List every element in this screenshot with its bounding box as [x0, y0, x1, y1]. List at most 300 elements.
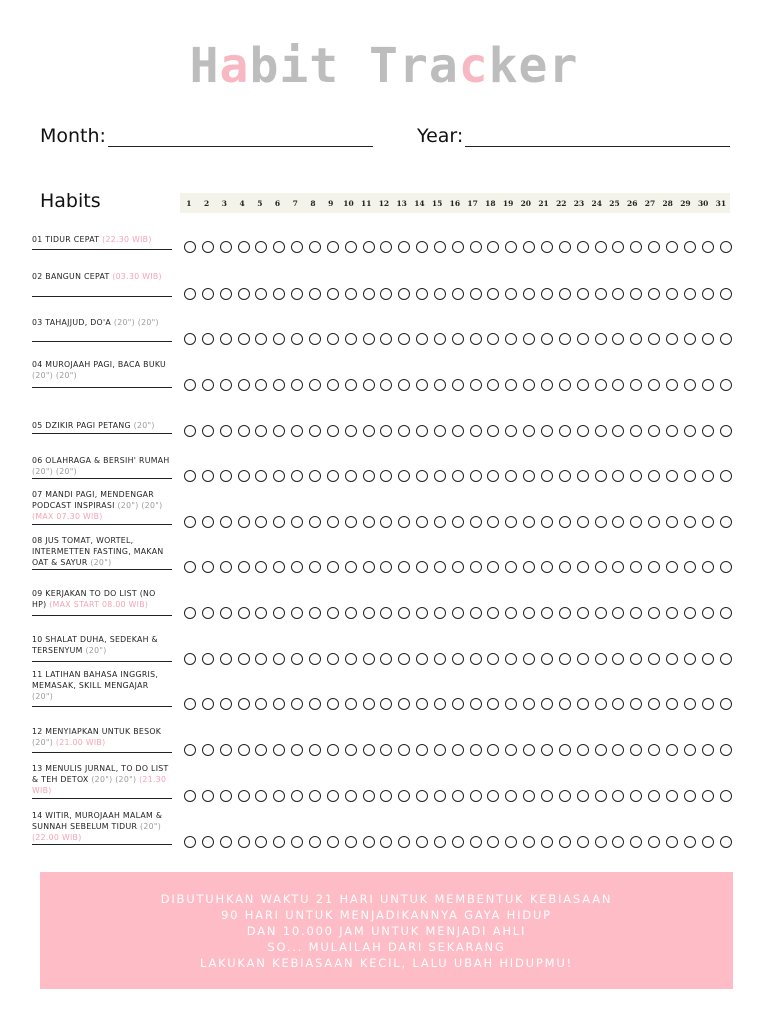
day-checkbox-circle[interactable]: [291, 607, 303, 619]
day-checkbox-circle[interactable]: [345, 333, 357, 345]
day-checkbox-circle[interactable]: [255, 379, 267, 391]
day-checkbox-circle[interactable]: [202, 744, 214, 756]
day-checkbox-circle[interactable]: [416, 425, 428, 437]
day-checkbox-circle[interactable]: [380, 425, 392, 437]
day-checkbox-circle[interactable]: [255, 698, 267, 710]
day-checkbox-circle[interactable]: [666, 333, 678, 345]
day-checkbox-circle[interactable]: [684, 470, 696, 482]
day-checkbox-circle[interactable]: [720, 790, 732, 802]
day-checkbox-circle[interactable]: [612, 333, 624, 345]
day-checkbox-circle[interactable]: [327, 744, 339, 756]
day-checkbox-circle[interactable]: [452, 288, 464, 300]
day-checkbox-circle[interactable]: [363, 836, 375, 848]
day-checkbox-circle[interactable]: [720, 288, 732, 300]
day-checkbox-circle[interactable]: [363, 470, 375, 482]
day-checkbox-circle[interactable]: [273, 561, 285, 573]
day-checkbox-circle[interactable]: [541, 744, 553, 756]
day-checkbox-circle[interactable]: [577, 744, 589, 756]
day-checkbox-circle[interactable]: [487, 653, 499, 665]
day-checkbox-circle[interactable]: [595, 698, 607, 710]
day-checkbox-circle[interactable]: [273, 288, 285, 300]
day-checkbox-circle[interactable]: [577, 653, 589, 665]
day-checkbox-circle[interactable]: [559, 425, 571, 437]
day-checkbox-circle[interactable]: [470, 470, 482, 482]
day-checkbox-circle[interactable]: [345, 561, 357, 573]
day-checkbox-circle[interactable]: [523, 516, 535, 528]
day-checkbox-circle[interactable]: [220, 653, 232, 665]
day-checkbox-circle[interactable]: [684, 379, 696, 391]
day-checkbox-circle[interactable]: [434, 698, 446, 710]
day-checkbox-circle[interactable]: [541, 653, 553, 665]
day-checkbox-circle[interactable]: [238, 425, 250, 437]
day-checkbox-circle[interactable]: [309, 790, 321, 802]
day-checkbox-circle[interactable]: [291, 561, 303, 573]
day-checkbox-circle[interactable]: [541, 516, 553, 528]
day-checkbox-circle[interactable]: [416, 790, 428, 802]
day-checkbox-circle[interactable]: [345, 425, 357, 437]
day-checkbox-circle[interactable]: [720, 653, 732, 665]
day-checkbox-circle[interactable]: [398, 744, 410, 756]
day-checkbox-circle[interactable]: [720, 425, 732, 437]
day-checkbox-circle[interactable]: [523, 744, 535, 756]
day-checkbox-circle[interactable]: [702, 425, 714, 437]
day-checkbox-circle[interactable]: [595, 516, 607, 528]
day-checkbox-circle[interactable]: [470, 379, 482, 391]
day-checkbox-circle[interactable]: [559, 698, 571, 710]
day-checkbox-circle[interactable]: [184, 425, 196, 437]
day-checkbox-circle[interactable]: [470, 653, 482, 665]
day-checkbox-circle[interactable]: [666, 379, 678, 391]
day-checkbox-circle[interactable]: [452, 379, 464, 391]
day-checkbox-circle[interactable]: [666, 288, 678, 300]
day-checkbox-circle[interactable]: [291, 241, 303, 253]
day-checkbox-circle[interactable]: [684, 561, 696, 573]
day-checkbox-circle[interactable]: [291, 470, 303, 482]
day-checkbox-circle[interactable]: [559, 607, 571, 619]
day-checkbox-circle[interactable]: [559, 379, 571, 391]
day-checkbox-circle[interactable]: [630, 836, 642, 848]
day-checkbox-circle[interactable]: [327, 653, 339, 665]
day-checkbox-circle[interactable]: [255, 470, 267, 482]
day-checkbox-circle[interactable]: [398, 607, 410, 619]
day-checkbox-circle[interactable]: [434, 333, 446, 345]
day-checkbox-circle[interactable]: [452, 470, 464, 482]
day-checkbox-circle[interactable]: [202, 470, 214, 482]
day-checkbox-circle[interactable]: [541, 561, 553, 573]
day-checkbox-circle[interactable]: [184, 790, 196, 802]
day-checkbox-circle[interactable]: [541, 836, 553, 848]
day-checkbox-circle[interactable]: [345, 698, 357, 710]
day-checkbox-circle[interactable]: [416, 516, 428, 528]
day-checkbox-circle[interactable]: [327, 333, 339, 345]
day-checkbox-circle[interactable]: [505, 470, 517, 482]
day-checkbox-circle[interactable]: [612, 241, 624, 253]
day-checkbox-circle[interactable]: [345, 836, 357, 848]
day-checkbox-circle[interactable]: [345, 241, 357, 253]
day-checkbox-circle[interactable]: [684, 241, 696, 253]
day-checkbox-circle[interactable]: [595, 836, 607, 848]
day-checkbox-circle[interactable]: [702, 241, 714, 253]
day-checkbox-circle[interactable]: [238, 470, 250, 482]
day-checkbox-circle[interactable]: [702, 288, 714, 300]
day-checkbox-circle[interactable]: [559, 470, 571, 482]
day-checkbox-circle[interactable]: [523, 379, 535, 391]
day-checkbox-circle[interactable]: [559, 744, 571, 756]
day-checkbox-circle[interactable]: [380, 333, 392, 345]
day-checkbox-circle[interactable]: [577, 836, 589, 848]
day-checkbox-circle[interactable]: [363, 241, 375, 253]
day-checkbox-circle[interactable]: [309, 241, 321, 253]
day-checkbox-circle[interactable]: [505, 288, 517, 300]
day-checkbox-circle[interactable]: [220, 425, 232, 437]
day-checkbox-circle[interactable]: [434, 470, 446, 482]
day-checkbox-circle[interactable]: [363, 744, 375, 756]
day-checkbox-circle[interactable]: [309, 425, 321, 437]
day-checkbox-circle[interactable]: [630, 470, 642, 482]
day-checkbox-circle[interactable]: [398, 698, 410, 710]
day-checkbox-circle[interactable]: [255, 653, 267, 665]
day-checkbox-circle[interactable]: [327, 516, 339, 528]
day-checkbox-circle[interactable]: [273, 744, 285, 756]
day-checkbox-circle[interactable]: [327, 379, 339, 391]
day-checkbox-circle[interactable]: [273, 516, 285, 528]
month-field[interactable]: [108, 124, 373, 147]
day-checkbox-circle[interactable]: [184, 379, 196, 391]
day-checkbox-circle[interactable]: [648, 653, 660, 665]
day-checkbox-circle[interactable]: [327, 607, 339, 619]
day-checkbox-circle[interactable]: [434, 516, 446, 528]
day-checkbox-circle[interactable]: [184, 516, 196, 528]
day-checkbox-circle[interactable]: [487, 425, 499, 437]
day-checkbox-circle[interactable]: [309, 470, 321, 482]
day-checkbox-circle[interactable]: [523, 425, 535, 437]
day-checkbox-circle[interactable]: [452, 607, 464, 619]
day-checkbox-circle[interactable]: [184, 241, 196, 253]
day-checkbox-circle[interactable]: [541, 607, 553, 619]
day-checkbox-circle[interactable]: [255, 744, 267, 756]
day-checkbox-circle[interactable]: [470, 607, 482, 619]
day-checkbox-circle[interactable]: [273, 698, 285, 710]
day-checkbox-circle[interactable]: [238, 561, 250, 573]
day-checkbox-circle[interactable]: [505, 698, 517, 710]
day-checkbox-circle[interactable]: [595, 744, 607, 756]
day-checkbox-circle[interactable]: [309, 836, 321, 848]
day-checkbox-circle[interactable]: [345, 607, 357, 619]
day-checkbox-circle[interactable]: [309, 379, 321, 391]
day-checkbox-circle[interactable]: [398, 653, 410, 665]
day-checkbox-circle[interactable]: [523, 470, 535, 482]
day-checkbox-circle[interactable]: [327, 241, 339, 253]
day-checkbox-circle[interactable]: [327, 836, 339, 848]
day-checkbox-circle[interactable]: [452, 790, 464, 802]
day-checkbox-circle[interactable]: [612, 744, 624, 756]
day-checkbox-circle[interactable]: [702, 379, 714, 391]
day-checkbox-circle[interactable]: [380, 379, 392, 391]
day-checkbox-circle[interactable]: [487, 744, 499, 756]
day-checkbox-circle[interactable]: [666, 744, 678, 756]
day-checkbox-circle[interactable]: [452, 698, 464, 710]
day-checkbox-circle[interactable]: [363, 516, 375, 528]
day-checkbox-circle[interactable]: [666, 653, 678, 665]
day-checkbox-circle[interactable]: [559, 790, 571, 802]
day-checkbox-circle[interactable]: [273, 470, 285, 482]
day-checkbox-circle[interactable]: [612, 607, 624, 619]
day-checkbox-circle[interactable]: [487, 516, 499, 528]
day-checkbox-circle[interactable]: [398, 561, 410, 573]
day-checkbox-circle[interactable]: [363, 288, 375, 300]
day-checkbox-circle[interactable]: [630, 425, 642, 437]
day-checkbox-circle[interactable]: [238, 836, 250, 848]
day-checkbox-circle[interactable]: [666, 607, 678, 619]
day-checkbox-circle[interactable]: [273, 425, 285, 437]
day-checkbox-circle[interactable]: [487, 790, 499, 802]
day-checkbox-circle[interactable]: [523, 288, 535, 300]
day-checkbox-circle[interactable]: [648, 561, 660, 573]
day-checkbox-circle[interactable]: [452, 836, 464, 848]
day-checkbox-circle[interactable]: [380, 653, 392, 665]
day-checkbox-circle[interactable]: [452, 333, 464, 345]
day-checkbox-circle[interactable]: [238, 744, 250, 756]
day-checkbox-circle[interactable]: [720, 333, 732, 345]
day-checkbox-circle[interactable]: [345, 653, 357, 665]
day-checkbox-circle[interactable]: [273, 607, 285, 619]
day-checkbox-circle[interactable]: [273, 653, 285, 665]
day-checkbox-circle[interactable]: [309, 698, 321, 710]
day-checkbox-circle[interactable]: [720, 607, 732, 619]
day-checkbox-circle[interactable]: [434, 836, 446, 848]
day-checkbox-circle[interactable]: [720, 698, 732, 710]
day-checkbox-circle[interactable]: [595, 425, 607, 437]
day-checkbox-circle[interactable]: [470, 333, 482, 345]
day-checkbox-circle[interactable]: [202, 561, 214, 573]
day-checkbox-circle[interactable]: [702, 470, 714, 482]
day-checkbox-circle[interactable]: [559, 241, 571, 253]
day-checkbox-circle[interactable]: [202, 379, 214, 391]
day-checkbox-circle[interactable]: [648, 607, 660, 619]
day-checkbox-circle[interactable]: [238, 333, 250, 345]
day-checkbox-circle[interactable]: [202, 516, 214, 528]
day-checkbox-circle[interactable]: [345, 790, 357, 802]
day-checkbox-circle[interactable]: [255, 607, 267, 619]
day-checkbox-circle[interactable]: [202, 836, 214, 848]
day-checkbox-circle[interactable]: [380, 241, 392, 253]
day-checkbox-circle[interactable]: [416, 379, 428, 391]
day-checkbox-circle[interactable]: [416, 836, 428, 848]
day-checkbox-circle[interactable]: [220, 241, 232, 253]
day-checkbox-circle[interactable]: [363, 561, 375, 573]
day-checkbox-circle[interactable]: [630, 288, 642, 300]
day-checkbox-circle[interactable]: [380, 470, 392, 482]
day-checkbox-circle[interactable]: [434, 561, 446, 573]
day-checkbox-circle[interactable]: [434, 607, 446, 619]
day-checkbox-circle[interactable]: [595, 379, 607, 391]
day-checkbox-circle[interactable]: [630, 790, 642, 802]
day-checkbox-circle[interactable]: [487, 561, 499, 573]
day-checkbox-circle[interactable]: [702, 561, 714, 573]
day-checkbox-circle[interactable]: [523, 333, 535, 345]
day-checkbox-circle[interactable]: [577, 470, 589, 482]
day-checkbox-circle[interactable]: [291, 836, 303, 848]
day-checkbox-circle[interactable]: [255, 333, 267, 345]
day-checkbox-circle[interactable]: [630, 379, 642, 391]
day-checkbox-circle[interactable]: [398, 790, 410, 802]
day-checkbox-circle[interactable]: [291, 516, 303, 528]
day-checkbox-circle[interactable]: [416, 561, 428, 573]
day-checkbox-circle[interactable]: [184, 744, 196, 756]
day-checkbox-circle[interactable]: [202, 607, 214, 619]
day-checkbox-circle[interactable]: [220, 333, 232, 345]
day-checkbox-circle[interactable]: [273, 333, 285, 345]
day-checkbox-circle[interactable]: [434, 379, 446, 391]
day-checkbox-circle[interactable]: [345, 470, 357, 482]
day-checkbox-circle[interactable]: [684, 653, 696, 665]
day-checkbox-circle[interactable]: [452, 516, 464, 528]
day-checkbox-circle[interactable]: [220, 744, 232, 756]
day-checkbox-circle[interactable]: [487, 698, 499, 710]
day-checkbox-circle[interactable]: [220, 607, 232, 619]
day-checkbox-circle[interactable]: [702, 698, 714, 710]
day-checkbox-circle[interactable]: [505, 836, 517, 848]
day-checkbox-circle[interactable]: [327, 790, 339, 802]
day-checkbox-circle[interactable]: [416, 607, 428, 619]
day-checkbox-circle[interactable]: [666, 516, 678, 528]
day-checkbox-circle[interactable]: [416, 470, 428, 482]
day-checkbox-circle[interactable]: [505, 744, 517, 756]
day-checkbox-circle[interactable]: [630, 607, 642, 619]
day-checkbox-circle[interactable]: [487, 333, 499, 345]
day-checkbox-circle[interactable]: [255, 425, 267, 437]
day-checkbox-circle[interactable]: [202, 425, 214, 437]
day-checkbox-circle[interactable]: [648, 470, 660, 482]
day-checkbox-circle[interactable]: [577, 561, 589, 573]
day-checkbox-circle[interactable]: [220, 561, 232, 573]
day-checkbox-circle[interactable]: [434, 288, 446, 300]
day-checkbox-circle[interactable]: [363, 425, 375, 437]
day-checkbox-circle[interactable]: [398, 288, 410, 300]
day-checkbox-circle[interactable]: [648, 516, 660, 528]
day-checkbox-circle[interactable]: [220, 836, 232, 848]
day-checkbox-circle[interactable]: [184, 607, 196, 619]
day-checkbox-circle[interactable]: [630, 333, 642, 345]
day-checkbox-circle[interactable]: [595, 653, 607, 665]
day-checkbox-circle[interactable]: [720, 836, 732, 848]
day-checkbox-circle[interactable]: [255, 241, 267, 253]
day-checkbox-circle[interactable]: [684, 790, 696, 802]
day-checkbox-circle[interactable]: [577, 607, 589, 619]
day-checkbox-circle[interactable]: [523, 698, 535, 710]
day-checkbox-circle[interactable]: [702, 607, 714, 619]
day-checkbox-circle[interactable]: [470, 790, 482, 802]
day-checkbox-circle[interactable]: [559, 561, 571, 573]
day-checkbox-circle[interactable]: [702, 516, 714, 528]
day-checkbox-circle[interactable]: [327, 425, 339, 437]
day-checkbox-circle[interactable]: [273, 836, 285, 848]
day-checkbox-circle[interactable]: [684, 836, 696, 848]
day-checkbox-circle[interactable]: [434, 790, 446, 802]
day-checkbox-circle[interactable]: [416, 288, 428, 300]
day-checkbox-circle[interactable]: [666, 790, 678, 802]
day-checkbox-circle[interactable]: [577, 288, 589, 300]
day-checkbox-circle[interactable]: [363, 379, 375, 391]
day-checkbox-circle[interactable]: [505, 425, 517, 437]
day-checkbox-circle[interactable]: [380, 744, 392, 756]
day-checkbox-circle[interactable]: [291, 653, 303, 665]
day-checkbox-circle[interactable]: [630, 516, 642, 528]
day-checkbox-circle[interactable]: [577, 379, 589, 391]
day-checkbox-circle[interactable]: [309, 607, 321, 619]
day-checkbox-circle[interactable]: [238, 288, 250, 300]
day-checkbox-circle[interactable]: [523, 653, 535, 665]
day-checkbox-circle[interactable]: [309, 561, 321, 573]
day-checkbox-circle[interactable]: [184, 333, 196, 345]
day-checkbox-circle[interactable]: [595, 607, 607, 619]
day-checkbox-circle[interactable]: [612, 790, 624, 802]
day-checkbox-circle[interactable]: [702, 836, 714, 848]
day-checkbox-circle[interactable]: [577, 698, 589, 710]
day-checkbox-circle[interactable]: [345, 516, 357, 528]
day-checkbox-circle[interactable]: [470, 836, 482, 848]
day-checkbox-circle[interactable]: [309, 653, 321, 665]
year-field[interactable]: [465, 124, 730, 147]
day-checkbox-circle[interactable]: [238, 379, 250, 391]
day-checkbox-circle[interactable]: [434, 241, 446, 253]
day-checkbox-circle[interactable]: [327, 470, 339, 482]
day-checkbox-circle[interactable]: [487, 288, 499, 300]
day-checkbox-circle[interactable]: [648, 241, 660, 253]
day-checkbox-circle[interactable]: [702, 653, 714, 665]
day-checkbox-circle[interactable]: [595, 333, 607, 345]
day-checkbox-circle[interactable]: [184, 653, 196, 665]
day-checkbox-circle[interactable]: [202, 698, 214, 710]
day-checkbox-circle[interactable]: [648, 744, 660, 756]
day-checkbox-circle[interactable]: [577, 790, 589, 802]
day-checkbox-circle[interactable]: [577, 425, 589, 437]
day-checkbox-circle[interactable]: [398, 425, 410, 437]
day-checkbox-circle[interactable]: [612, 288, 624, 300]
day-checkbox-circle[interactable]: [345, 288, 357, 300]
day-checkbox-circle[interactable]: [291, 790, 303, 802]
day-checkbox-circle[interactable]: [238, 698, 250, 710]
day-checkbox-circle[interactable]: [380, 561, 392, 573]
day-checkbox-circle[interactable]: [666, 425, 678, 437]
day-checkbox-circle[interactable]: [595, 561, 607, 573]
day-checkbox-circle[interactable]: [434, 425, 446, 437]
day-checkbox-circle[interactable]: [577, 516, 589, 528]
day-checkbox-circle[interactable]: [720, 379, 732, 391]
day-checkbox-circle[interactable]: [238, 241, 250, 253]
day-checkbox-circle[interactable]: [595, 790, 607, 802]
day-checkbox-circle[interactable]: [684, 425, 696, 437]
day-checkbox-circle[interactable]: [612, 698, 624, 710]
day-checkbox-circle[interactable]: [612, 516, 624, 528]
day-checkbox-circle[interactable]: [523, 607, 535, 619]
day-checkbox-circle[interactable]: [398, 836, 410, 848]
day-checkbox-circle[interactable]: [612, 425, 624, 437]
day-checkbox-circle[interactable]: [327, 698, 339, 710]
day-checkbox-circle[interactable]: [470, 744, 482, 756]
day-checkbox-circle[interactable]: [380, 698, 392, 710]
day-checkbox-circle[interactable]: [452, 561, 464, 573]
day-checkbox-circle[interactable]: [291, 744, 303, 756]
day-checkbox-circle[interactable]: [541, 425, 553, 437]
day-checkbox-circle[interactable]: [184, 288, 196, 300]
day-checkbox-circle[interactable]: [273, 379, 285, 391]
day-checkbox-circle[interactable]: [380, 836, 392, 848]
day-checkbox-circle[interactable]: [398, 470, 410, 482]
day-checkbox-circle[interactable]: [612, 653, 624, 665]
day-checkbox-circle[interactable]: [702, 333, 714, 345]
day-checkbox-circle[interactable]: [202, 333, 214, 345]
